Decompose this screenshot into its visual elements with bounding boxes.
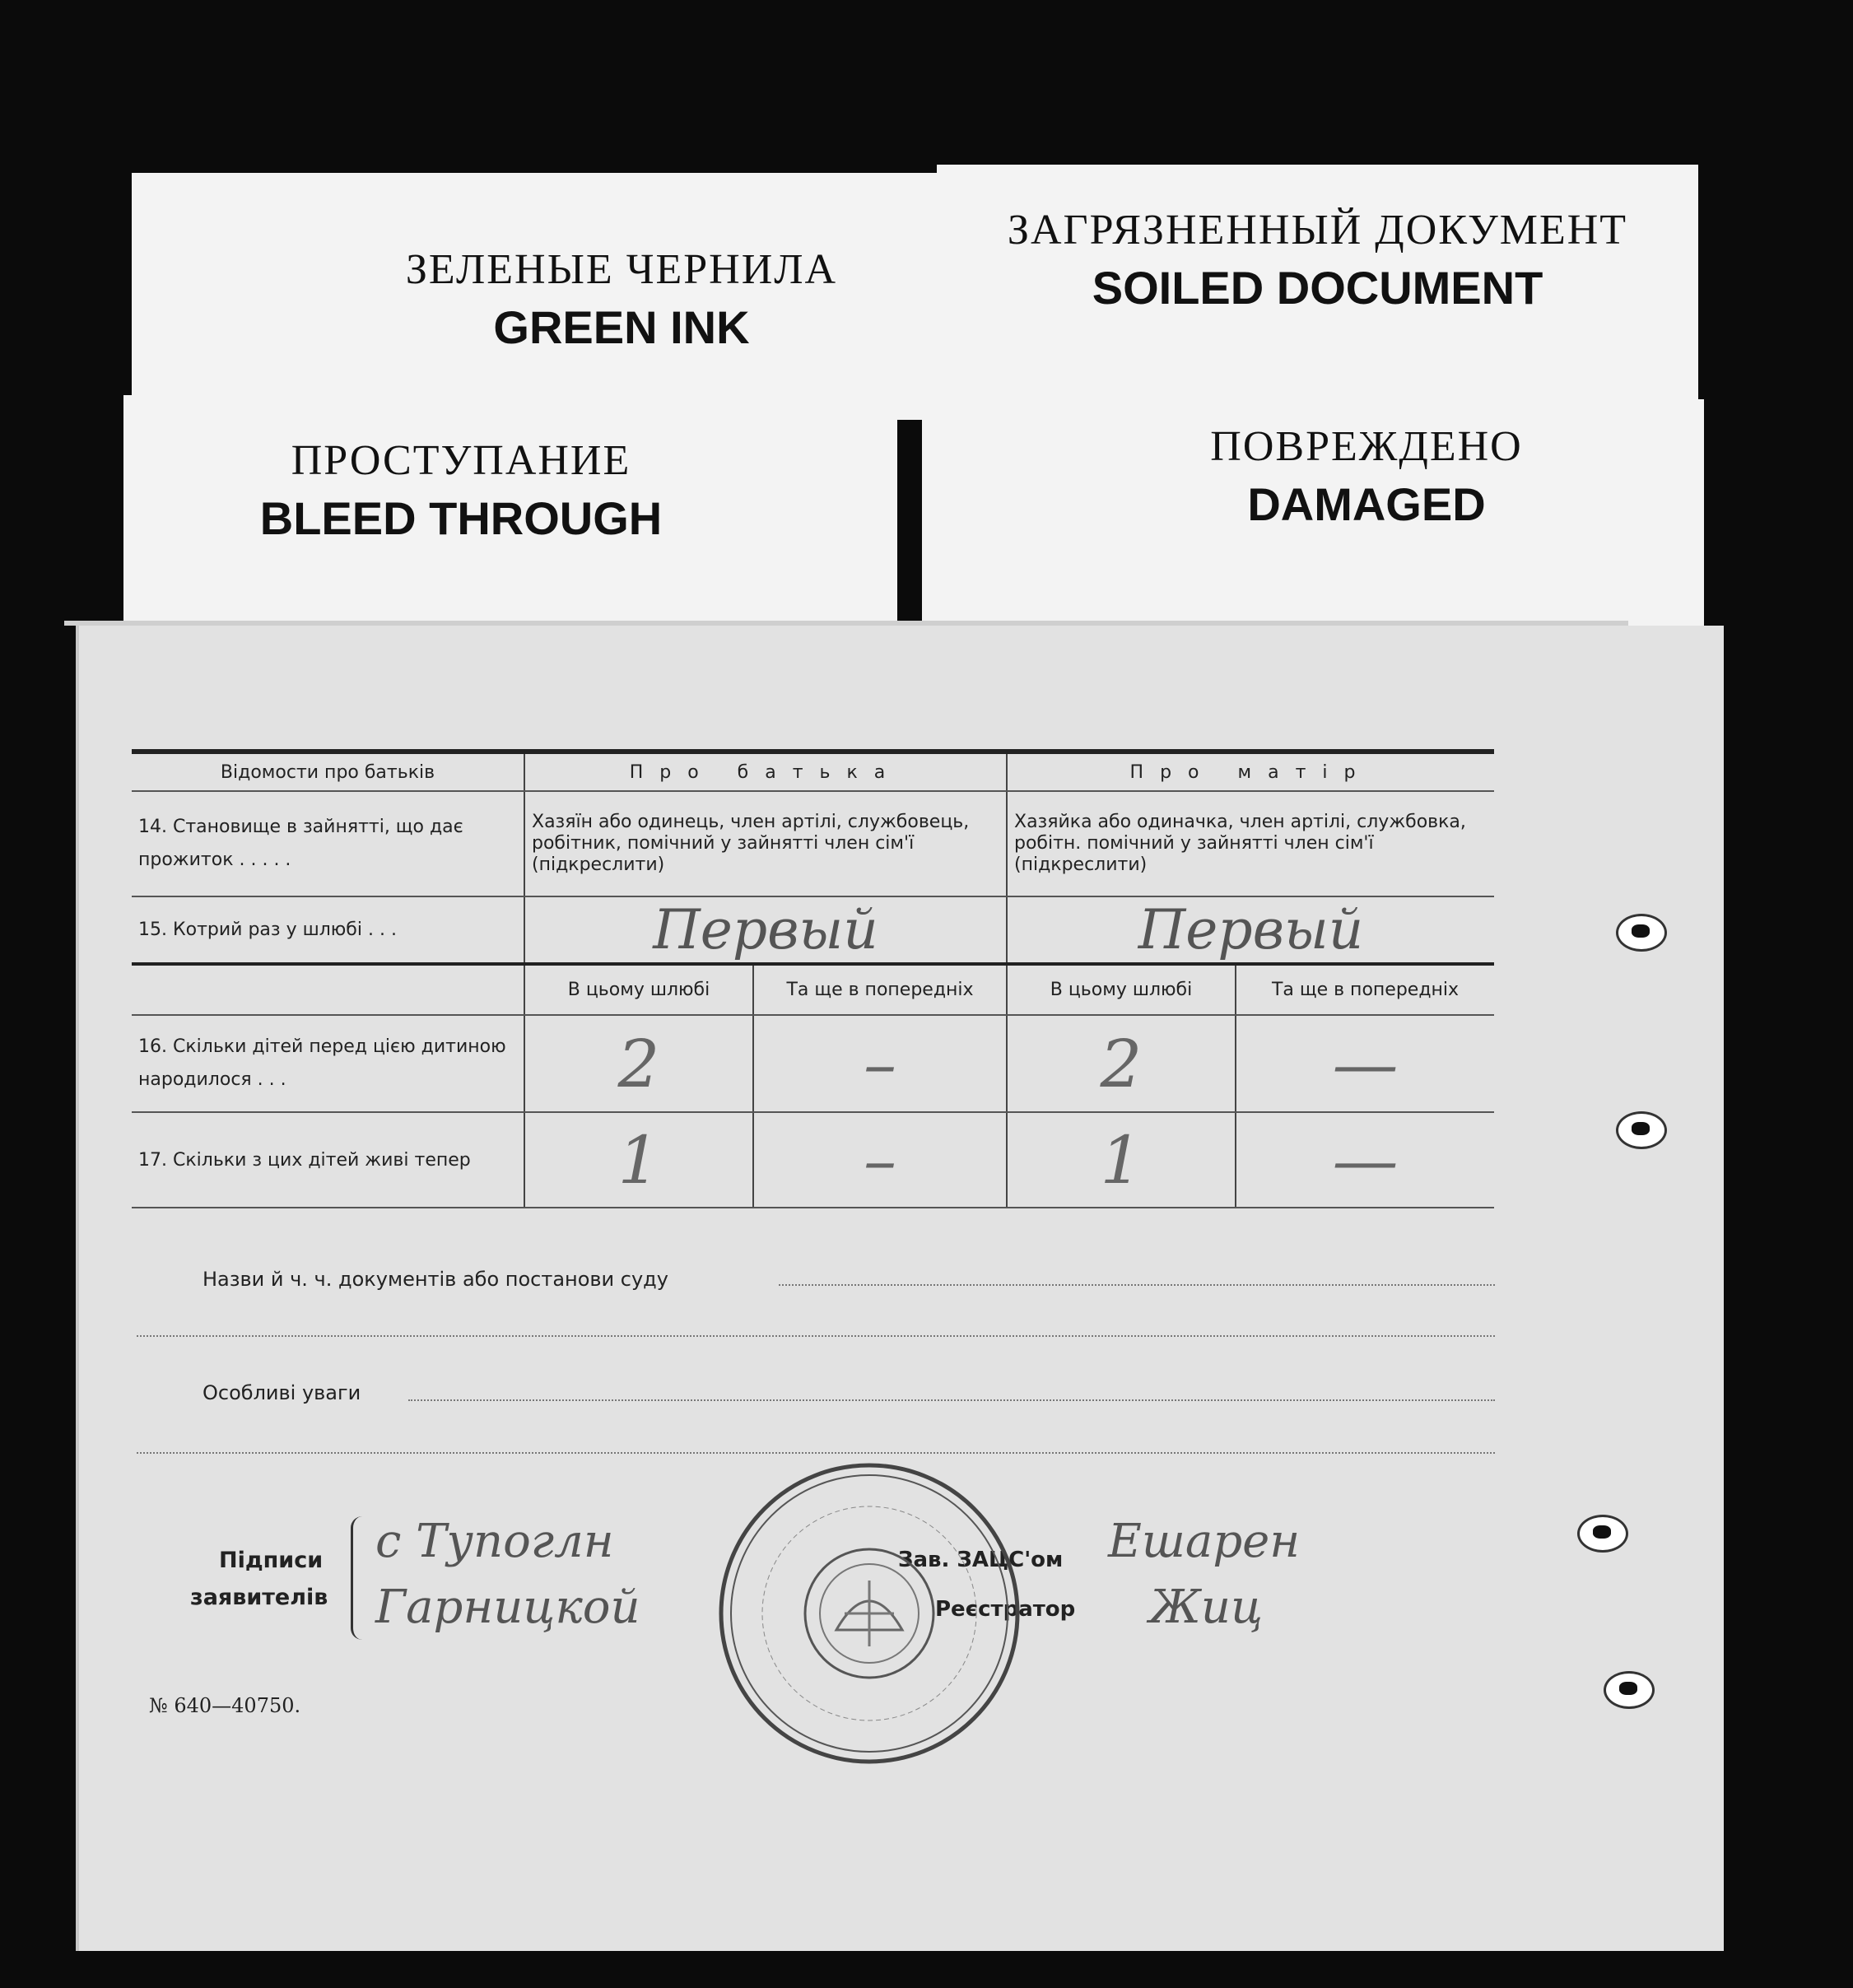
registrar-signature: Жиц [1149,1581,1264,1634]
parents-info-table [132,749,1494,1208]
table-header-row [132,752,1494,791]
head-signature: Ешарен [1108,1515,1301,1568]
official-stamp [705,1449,1034,1778]
form-number: № 640—40750. [149,1694,301,1717]
row-17-label-cell [132,1112,524,1208]
damaged-label-ru: ПОВРЕЖДЕНО [1210,423,1523,470]
row-16-father-this: 2 [524,1015,753,1112]
remarks-line-1 [408,1399,1495,1401]
registration-form-sheet [76,626,1724,1951]
documents-line-1 [779,1284,1495,1286]
subheader-empty-cell [132,964,524,1015]
row-14-number: 14. [138,817,167,837]
head-of-registry-label: Зав. ЗАЦС'ом [898,1548,1064,1572]
signatures-label-line-2: заявителів [190,1585,328,1610]
row-16-label-cell [132,1015,524,1112]
label-card-soiled [937,165,1698,412]
row-17-father-prev: – [753,1112,1007,1208]
documents-label: Назви й ч. ч. документів або постанови суду [203,1268,668,1291]
applicant-signature-2: Гарницкой [375,1581,640,1634]
row-14-label-cell [132,791,524,896]
row-15-mother-value: Первый [1007,896,1494,964]
punch-hole-4 [1604,1671,1655,1709]
label-card-bleed-through [123,395,897,642]
header-parents-info: Відомости про батьків [132,752,524,791]
row-15-number: 15. [138,920,167,940]
subheader-row [132,964,1494,1015]
row-14-label: Становище в зайнятті, що дає прожиток . . . . . [138,817,463,870]
row-15 [132,896,1494,964]
row-15-father-value: Первый [524,896,1007,964]
remarks-label: Особливі уваги [203,1381,361,1404]
row-16 [132,1015,1494,1112]
applicant-signature-1: с Тупоглн [375,1515,614,1568]
mother-this-marriage-header: В цьому шлюбі [1007,964,1236,1015]
green-ink-label-ru: ЗЕЛЕНЫЕ ЧЕРНИЛА [405,246,838,293]
father-this-marriage-header: В цьому шлюбі [524,964,753,1015]
documents-line-2 [137,1335,1495,1337]
row-14-father-options: Хазяїн або одинець, член артілі, службовець, робітник, помічний у зайнятті член сім'ї (підкреслити) [524,791,1007,896]
bleed-label-ru: ПРОСТУПАНИЕ [291,437,631,484]
row-14-mother-options: Хазяйка або одиначка, член артілі, службовка, робітн. помічний у зайнятті член сім'ї (підкреслити) [1007,791,1494,896]
green-ink-label-en: GREEN INK [493,301,750,353]
row-17-mother-this: 1 [1007,1112,1236,1208]
header-father: Про батька [524,752,1007,791]
row-15-label-cell [132,896,524,964]
punch-hole-3 [1577,1515,1628,1553]
row-16-father-prev: – [753,1015,1007,1112]
row-16-number: 16. [138,1036,167,1057]
row-17-mother-prev: — [1236,1112,1494,1208]
signatures-brace [351,1516,365,1640]
soiled-label-en: SOILED DOCUMENT [1092,262,1543,314]
signatures-label-line-1: Підписи [219,1548,324,1573]
bleed-label-en: BLEED THROUGH [259,492,663,544]
header-mother: Про матір [1007,752,1494,791]
mother-previous-header: Та ще в попередніх [1236,964,1494,1015]
sheet-edge [64,621,1628,626]
row-17-father-this: 1 [524,1112,753,1208]
label-card-damaged [922,399,1704,638]
row-17 [132,1112,1494,1208]
row-17-number: 17. [138,1149,167,1171]
row-16-mother-prev: — [1236,1015,1494,1112]
row-16-label: Скільки дітей перед цією дитиною народилося . . . [138,1036,506,1090]
soiled-label-ru: ЗАГРЯЗНЕННЫЙ ДОКУМЕНТ [1007,207,1628,254]
row-16-mother-this: 2 [1007,1015,1236,1112]
row-17-label: Скільки з цих дітей живі тепер [173,1149,471,1171]
label-card-green-ink [132,173,938,420]
father-previous-header: Та ще в попередніх [753,964,1007,1015]
row-14 [132,791,1494,896]
damaged-label-en: DAMAGED [1247,478,1486,530]
registrar-label: Реєстратор [935,1597,1076,1622]
punch-hole-2 [1616,1111,1667,1149]
row-15-label: Котрий раз у шлюбі . . . [173,920,397,940]
punch-hole-1 [1616,914,1667,952]
